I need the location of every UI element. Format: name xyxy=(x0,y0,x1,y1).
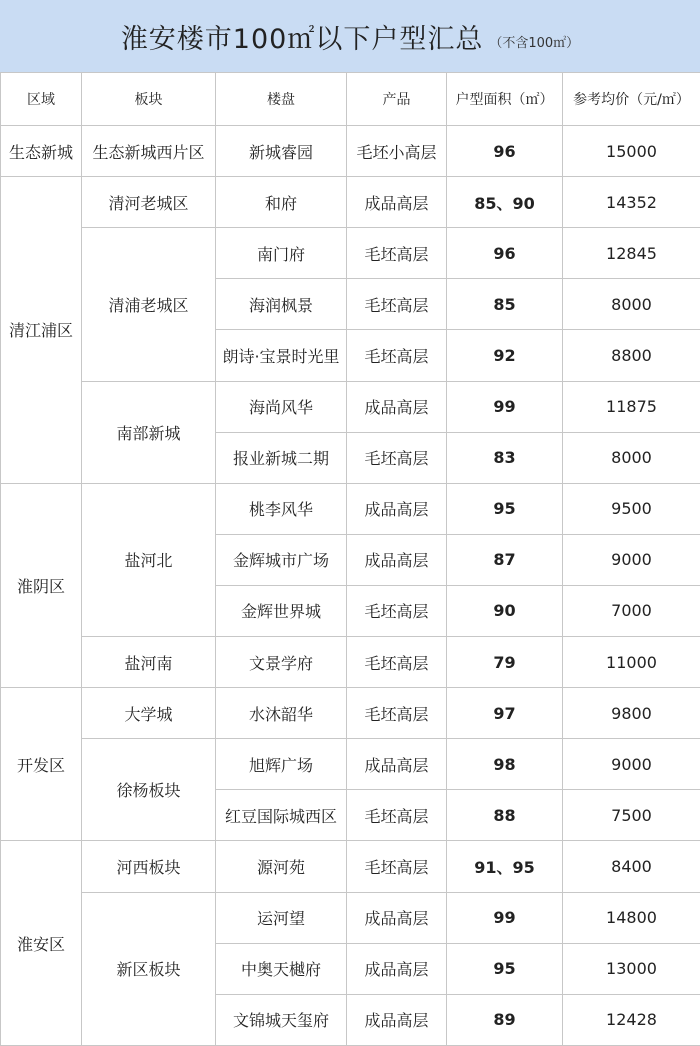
product-cell: 毛坯高层 xyxy=(347,432,447,483)
area-cell: 85、90 xyxy=(447,177,563,228)
price-cell: 9800 xyxy=(563,688,700,739)
project-cell: 水沐韶华 xyxy=(216,688,347,739)
area-cell: 99 xyxy=(447,381,563,432)
project-cell: 中奥天樾府 xyxy=(216,943,347,994)
product-cell: 毛坯高层 xyxy=(347,790,447,841)
area-cell: 97 xyxy=(447,688,563,739)
housing-summary-table xyxy=(0,72,700,1046)
table-row xyxy=(1,126,700,177)
price-cell: 11875 xyxy=(563,381,700,432)
product-cell: 成品高层 xyxy=(347,177,447,228)
table-title: 淮安楼市100㎡以下户型汇总 xyxy=(120,23,484,55)
area-cell: 79 xyxy=(447,637,563,688)
product-cell: 毛坯小高层 xyxy=(347,126,447,177)
product-cell: 成品高层 xyxy=(347,943,447,994)
project-cell: 红豆国际城西区 xyxy=(216,790,347,841)
area-cell: 92 xyxy=(447,330,563,381)
price-cell: 15000 xyxy=(563,126,700,177)
project-cell: 和府 xyxy=(216,177,347,228)
product-cell: 毛坯高层 xyxy=(347,841,447,892)
area-cell: 95 xyxy=(447,943,563,994)
area-cell: 83 xyxy=(447,432,563,483)
project-cell: 朗诗·宝景时光里 xyxy=(216,330,347,381)
project-cell: 海润枫景 xyxy=(216,279,347,330)
table-title-note: （不含100㎡） xyxy=(489,35,580,51)
project-cell: 桃李风华 xyxy=(216,483,347,534)
product-cell: 成品高层 xyxy=(347,483,447,534)
header-area: 户型面积（㎡） xyxy=(447,73,563,126)
district-cell: 生态新城 xyxy=(1,126,82,177)
price-cell: 14800 xyxy=(563,892,700,943)
project-cell: 新城睿园 xyxy=(216,126,347,177)
area-cell: 88 xyxy=(447,790,563,841)
price-cell: 9000 xyxy=(563,534,700,585)
header-block: 板块 xyxy=(82,73,216,126)
price-cell: 9000 xyxy=(563,739,700,790)
product-cell: 毛坯高层 xyxy=(347,279,447,330)
block-cell: 盐河北 xyxy=(82,483,216,636)
table-row xyxy=(1,739,700,790)
district-cell: 清江浦区 xyxy=(1,177,82,484)
product-cell: 毛坯高层 xyxy=(347,585,447,636)
area-cell: 89 xyxy=(447,994,563,1045)
area-cell: 98 xyxy=(447,739,563,790)
block-cell: 新区板块 xyxy=(82,892,216,1046)
product-cell: 毛坯高层 xyxy=(347,228,447,279)
area-cell: 90 xyxy=(447,585,563,636)
price-cell: 9500 xyxy=(563,483,700,534)
price-cell: 8800 xyxy=(563,330,700,381)
project-cell: 旭辉广场 xyxy=(216,739,347,790)
block-cell: 徐杨板块 xyxy=(82,739,216,841)
product-cell: 毛坯高层 xyxy=(347,637,447,688)
area-cell: 95 xyxy=(447,483,563,534)
table-row xyxy=(1,637,700,688)
area-cell: 96 xyxy=(447,228,563,279)
table-row xyxy=(1,228,700,279)
header-district: 区域 xyxy=(1,73,82,126)
table-row xyxy=(1,483,700,534)
header-price: 参考均价（元/㎡） xyxy=(563,73,700,126)
block-cell: 河西板块 xyxy=(82,841,216,892)
product-cell: 成品高层 xyxy=(347,892,447,943)
table-row xyxy=(1,177,700,228)
block-cell: 盐河南 xyxy=(82,637,216,688)
table-row xyxy=(1,892,700,943)
block-cell: 生态新城西片区 xyxy=(82,126,216,177)
block-cell: 清浦老城区 xyxy=(82,228,216,381)
price-cell: 8000 xyxy=(563,432,700,483)
price-cell: 13000 xyxy=(563,943,700,994)
area-cell: 96 xyxy=(447,126,563,177)
price-cell: 12845 xyxy=(563,228,700,279)
product-cell: 成品高层 xyxy=(347,994,447,1045)
price-cell: 12428 xyxy=(563,994,700,1045)
project-cell: 源河苑 xyxy=(216,841,347,892)
product-cell: 毛坯高层 xyxy=(347,688,447,739)
product-cell: 成品高层 xyxy=(347,739,447,790)
district-cell: 淮安区 xyxy=(1,841,82,1046)
price-cell: 7000 xyxy=(563,585,700,636)
price-cell: 14352 xyxy=(563,177,700,228)
project-cell: 金辉世界城 xyxy=(216,585,347,636)
block-cell: 清河老城区 xyxy=(82,177,216,228)
area-cell: 99 xyxy=(447,892,563,943)
project-cell: 运河望 xyxy=(216,892,347,943)
area-cell: 85 xyxy=(447,279,563,330)
header-product: 产品 xyxy=(347,73,447,126)
project-cell: 海尚风华 xyxy=(216,381,347,432)
project-cell: 南门府 xyxy=(216,228,347,279)
product-cell: 成品高层 xyxy=(347,381,447,432)
product-cell: 成品高层 xyxy=(347,534,447,585)
table-title-bar xyxy=(0,0,700,73)
price-cell: 8000 xyxy=(563,279,700,330)
header-project: 楼盘 xyxy=(216,73,347,126)
price-cell: 8400 xyxy=(563,841,700,892)
price-cell: 11000 xyxy=(563,637,700,688)
price-cell: 7500 xyxy=(563,790,700,841)
block-cell: 大学城 xyxy=(82,688,216,739)
block-cell: 南部新城 xyxy=(82,381,216,483)
area-cell: 87 xyxy=(447,534,563,585)
table-row xyxy=(1,841,700,892)
district-cell: 开发区 xyxy=(1,688,82,841)
district-cell: 淮阴区 xyxy=(1,483,82,687)
product-cell: 毛坯高层 xyxy=(347,330,447,381)
area-cell: 91、95 xyxy=(447,841,563,892)
project-cell: 文锦城天玺府 xyxy=(216,994,347,1045)
project-cell: 报业新城二期 xyxy=(216,432,347,483)
project-cell: 文景学府 xyxy=(216,637,347,688)
header-row xyxy=(1,73,700,126)
table-row xyxy=(1,688,700,739)
table-row xyxy=(1,381,700,432)
project-cell: 金辉城市广场 xyxy=(216,534,347,585)
